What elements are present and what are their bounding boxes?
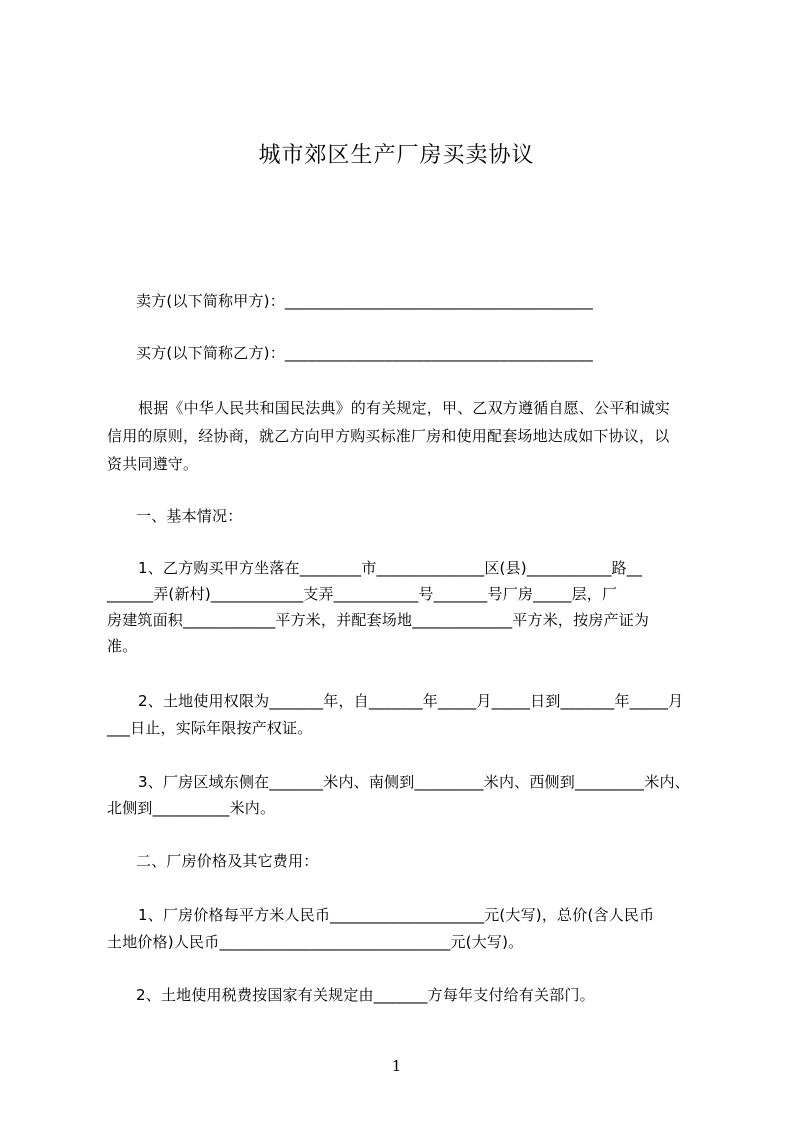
clause-1-1-line-2: ______弄(新村)____________支弄___________号_______号厂房_____层，厂	[107, 585, 618, 603]
clause-1-1-line-4: 准。	[107, 637, 138, 655]
clause-1-2-line-1: 2、土地使用权限为_______年，自_______年_____月_____日到_______年_____月	[138, 692, 684, 710]
section-1-heading: 一、基本情况：	[136, 507, 243, 525]
clause-2-2-line-1: 2、土地使用税费按国家有关规定由_______方每年支付给有关部门。	[136, 986, 595, 1004]
intro-line-3: 资共同遵守。	[107, 455, 199, 473]
clause-1-1-line-1: 1、乙方购买甲方坐落在________市______________区(县)___________路__	[138, 559, 643, 577]
intro-line-2: 信用的原则，经协商，就乙方向甲方购买标准厂房和使用配套场地达成如下协议，以	[107, 427, 670, 445]
clause-1-3-line-2: 北侧到__________米内。	[107, 799, 276, 817]
clause-1-2-line-2: ___日止，实际年限按产权证。	[107, 719, 313, 737]
clause-2-1-line-1: 1、厂房价格每平方米人民币____________________元(大写)，总价(含人民币	[138, 906, 655, 924]
document-title: 城市郊区生产厂房买卖协议	[258, 143, 535, 168]
seller-line: 卖方(以下简称甲方)：________________________________________	[136, 292, 593, 310]
clause-1-3-line-1: 3、厂房区域东侧在_______米内、南侧到_________米内、西侧到_________米内、	[138, 773, 690, 791]
section-2-heading: 二、厂房价格及其它费用：	[136, 852, 319, 870]
intro-line-1: 根据《中华人民共和国民法典》的有关规定，甲、乙双方遵循自愿、公平和诚实	[138, 399, 671, 417]
clause-1-1-line-3: 房建筑面积____________平方米，并配套场地_____________平方米，按房产证为	[107, 611, 650, 629]
page-number: 1	[391, 1057, 402, 1075]
buyer-line: 买方(以下简称乙方)：________________________________________	[136, 344, 593, 362]
clause-2-1-line-2: 土地价格)人民币______________________________元(大写)。	[107, 933, 524, 951]
